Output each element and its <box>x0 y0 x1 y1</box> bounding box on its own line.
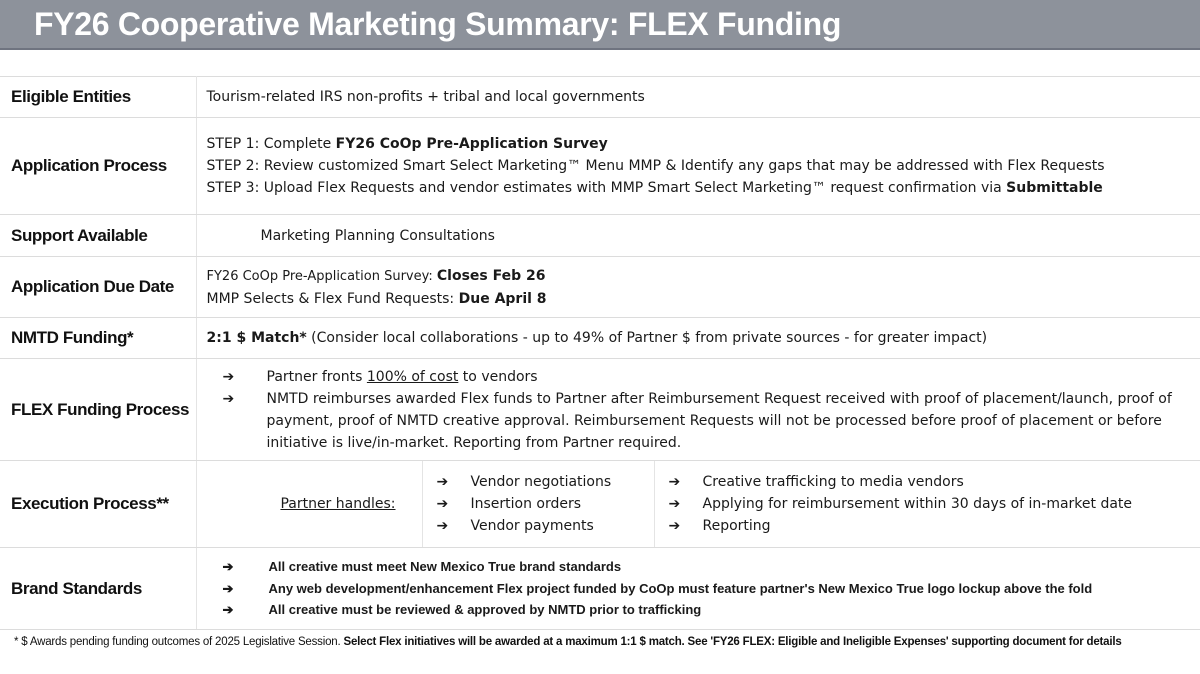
list-item: ➔ NMTD reimburses awarded Flex funds to Partner after Reimbursement Request received with proof of placement/launch, proof of payment, proof of NMTD creative approval. Reimbursement Requests will not be processed before proof of placement or before initiative is live/in-market. Reporting from Partner required. <box>209 388 1191 454</box>
step-1: STEP 1: Complete FY26 CoOp Pre-Application Survey <box>206 136 608 152</box>
survey-name: FY26 CoOp Pre-Application Survey <box>335 136 608 152</box>
execution-column-2 <box>655 461 1200 547</box>
row-label: Application Process <box>0 118 196 215</box>
row-label: Brand Standards <box>0 548 196 630</box>
list-item: ➔ Creative trafficking to media vendors <box>655 471 1133 493</box>
table-row-application <box>0 118 1200 215</box>
due-line-1: FY26 CoOp Pre-Application Survey: Closes Feb 26 <box>206 267 546 284</box>
survey-close-date: Closes Feb 26 <box>436 267 546 284</box>
list-item: ➔ Vendor negotiations <box>423 471 612 493</box>
arrow-right-icon: ➔ <box>668 496 681 512</box>
table-row-support <box>0 215 1200 257</box>
row-label: Execution Process** <box>0 461 196 548</box>
table-row-eligible <box>0 77 1200 118</box>
summary-table <box>0 76 1200 630</box>
due-dates <box>196 257 1200 318</box>
match-ratio: 2:1 $ Match* <box>206 330 307 346</box>
page-title: FY26 Cooperative Marketing Summary: FLEX Funding <box>34 6 842 42</box>
table-row-flex <box>0 359 1200 461</box>
footnote-bold: Select Flex initiatives will be awarded at a maximum 1:1 $ match. See 'FY26 FLEX: Eligible and Ineligible Expenses' supporting document for details <box>343 636 1122 648</box>
table-row-due-date <box>0 257 1200 318</box>
arrow-right-icon: ➔ <box>222 559 234 575</box>
brand-standards <box>196 548 1200 630</box>
eligible-entities-value: Tourism-related IRS non-profits + tribal and local governments <box>196 77 1200 118</box>
due-line-2: MMP Selects & Flex Fund Requests: Due April 8 <box>206 290 547 307</box>
row-label: NMTD Funding* <box>0 318 196 359</box>
flex-bullets <box>209 366 1191 454</box>
list-item: ➔ Partner fronts 100% of cost to vendors <box>209 366 1191 388</box>
title-bar <box>0 0 1200 50</box>
list-item: ➔ Insertion orders <box>423 493 612 515</box>
brand-bullets <box>209 556 1200 621</box>
list-item: ➔ Reporting <box>655 515 1133 537</box>
list-item: ➔ Vendor payments <box>423 515 612 537</box>
list-item: ➔ All creative must meet New Mexico True brand standards <box>209 556 1200 578</box>
execution-cell <box>196 461 1200 548</box>
execution-column-1 <box>423 461 655 547</box>
table-row-brand <box>0 548 1200 630</box>
table-row-execution <box>0 461 1200 548</box>
arrow-right-icon: ➔ <box>436 518 449 534</box>
step-2: STEP 2: Review customized Smart Select Marketing™ Menu MMP & Identify any gaps that may be addressed with Flex Requests <box>206 158 1105 174</box>
flex-process <box>196 359 1200 461</box>
arrow-right-icon: ➔ <box>222 368 235 385</box>
arrow-right-icon: ➔ <box>222 580 234 596</box>
execution-grid <box>197 461 1200 547</box>
step-3: STEP 3: Upload Flex Requests and vendor estimates with MMP Smart Select Marketing™ request confirmation via Submittable <box>206 180 1103 196</box>
row-label: Eligible Entities <box>0 77 196 118</box>
list-item: ➔ Applying for reimbursement within 30 days of in-market date <box>655 493 1133 515</box>
flex-due-date: Due April 8 <box>458 290 547 307</box>
partner-handles: Partner handles: <box>197 461 423 547</box>
row-label: FLEX Funding Process <box>0 359 196 461</box>
arrow-right-icon: ➔ <box>436 496 449 512</box>
arrow-right-icon: ➔ <box>668 474 681 490</box>
row-label: Application Due Date <box>0 257 196 318</box>
application-steps <box>196 118 1200 215</box>
list-item: ➔ All creative must be reviewed & approved by NMTD prior to trafficking <box>209 599 1200 621</box>
list-item: ➔ Any web development/enhancement Flex project funded by CoOp must feature partner's New Mexico True logo lockup above the fold <box>209 578 1200 600</box>
row-label: Support Available <box>0 215 196 257</box>
arrow-right-icon: ➔ <box>436 474 449 490</box>
table-row-funding <box>0 318 1200 359</box>
support-value: Marketing Planning Consultations <box>196 215 1200 257</box>
funding-value: 2:1 $ Match* (Consider local collaborations - up to 49% of Partner $ from private sources - for greater impact) <box>196 318 1200 359</box>
cost-percentage: 100% of cost <box>366 368 459 385</box>
arrow-right-icon: ➔ <box>222 390 235 407</box>
footnote: * $ Awards pending funding outcomes of 2025 Legislative Session. Select Flex initiatives will be awarded at a maximum 1:1 $ match. See 'FY26 FLEX: Eligible and Ineligible Expenses' supporting document for details <box>14 636 1122 648</box>
arrow-right-icon: ➔ <box>668 518 681 534</box>
arrow-right-icon: ➔ <box>222 602 234 618</box>
submittable-name: Submittable <box>1006 180 1103 196</box>
